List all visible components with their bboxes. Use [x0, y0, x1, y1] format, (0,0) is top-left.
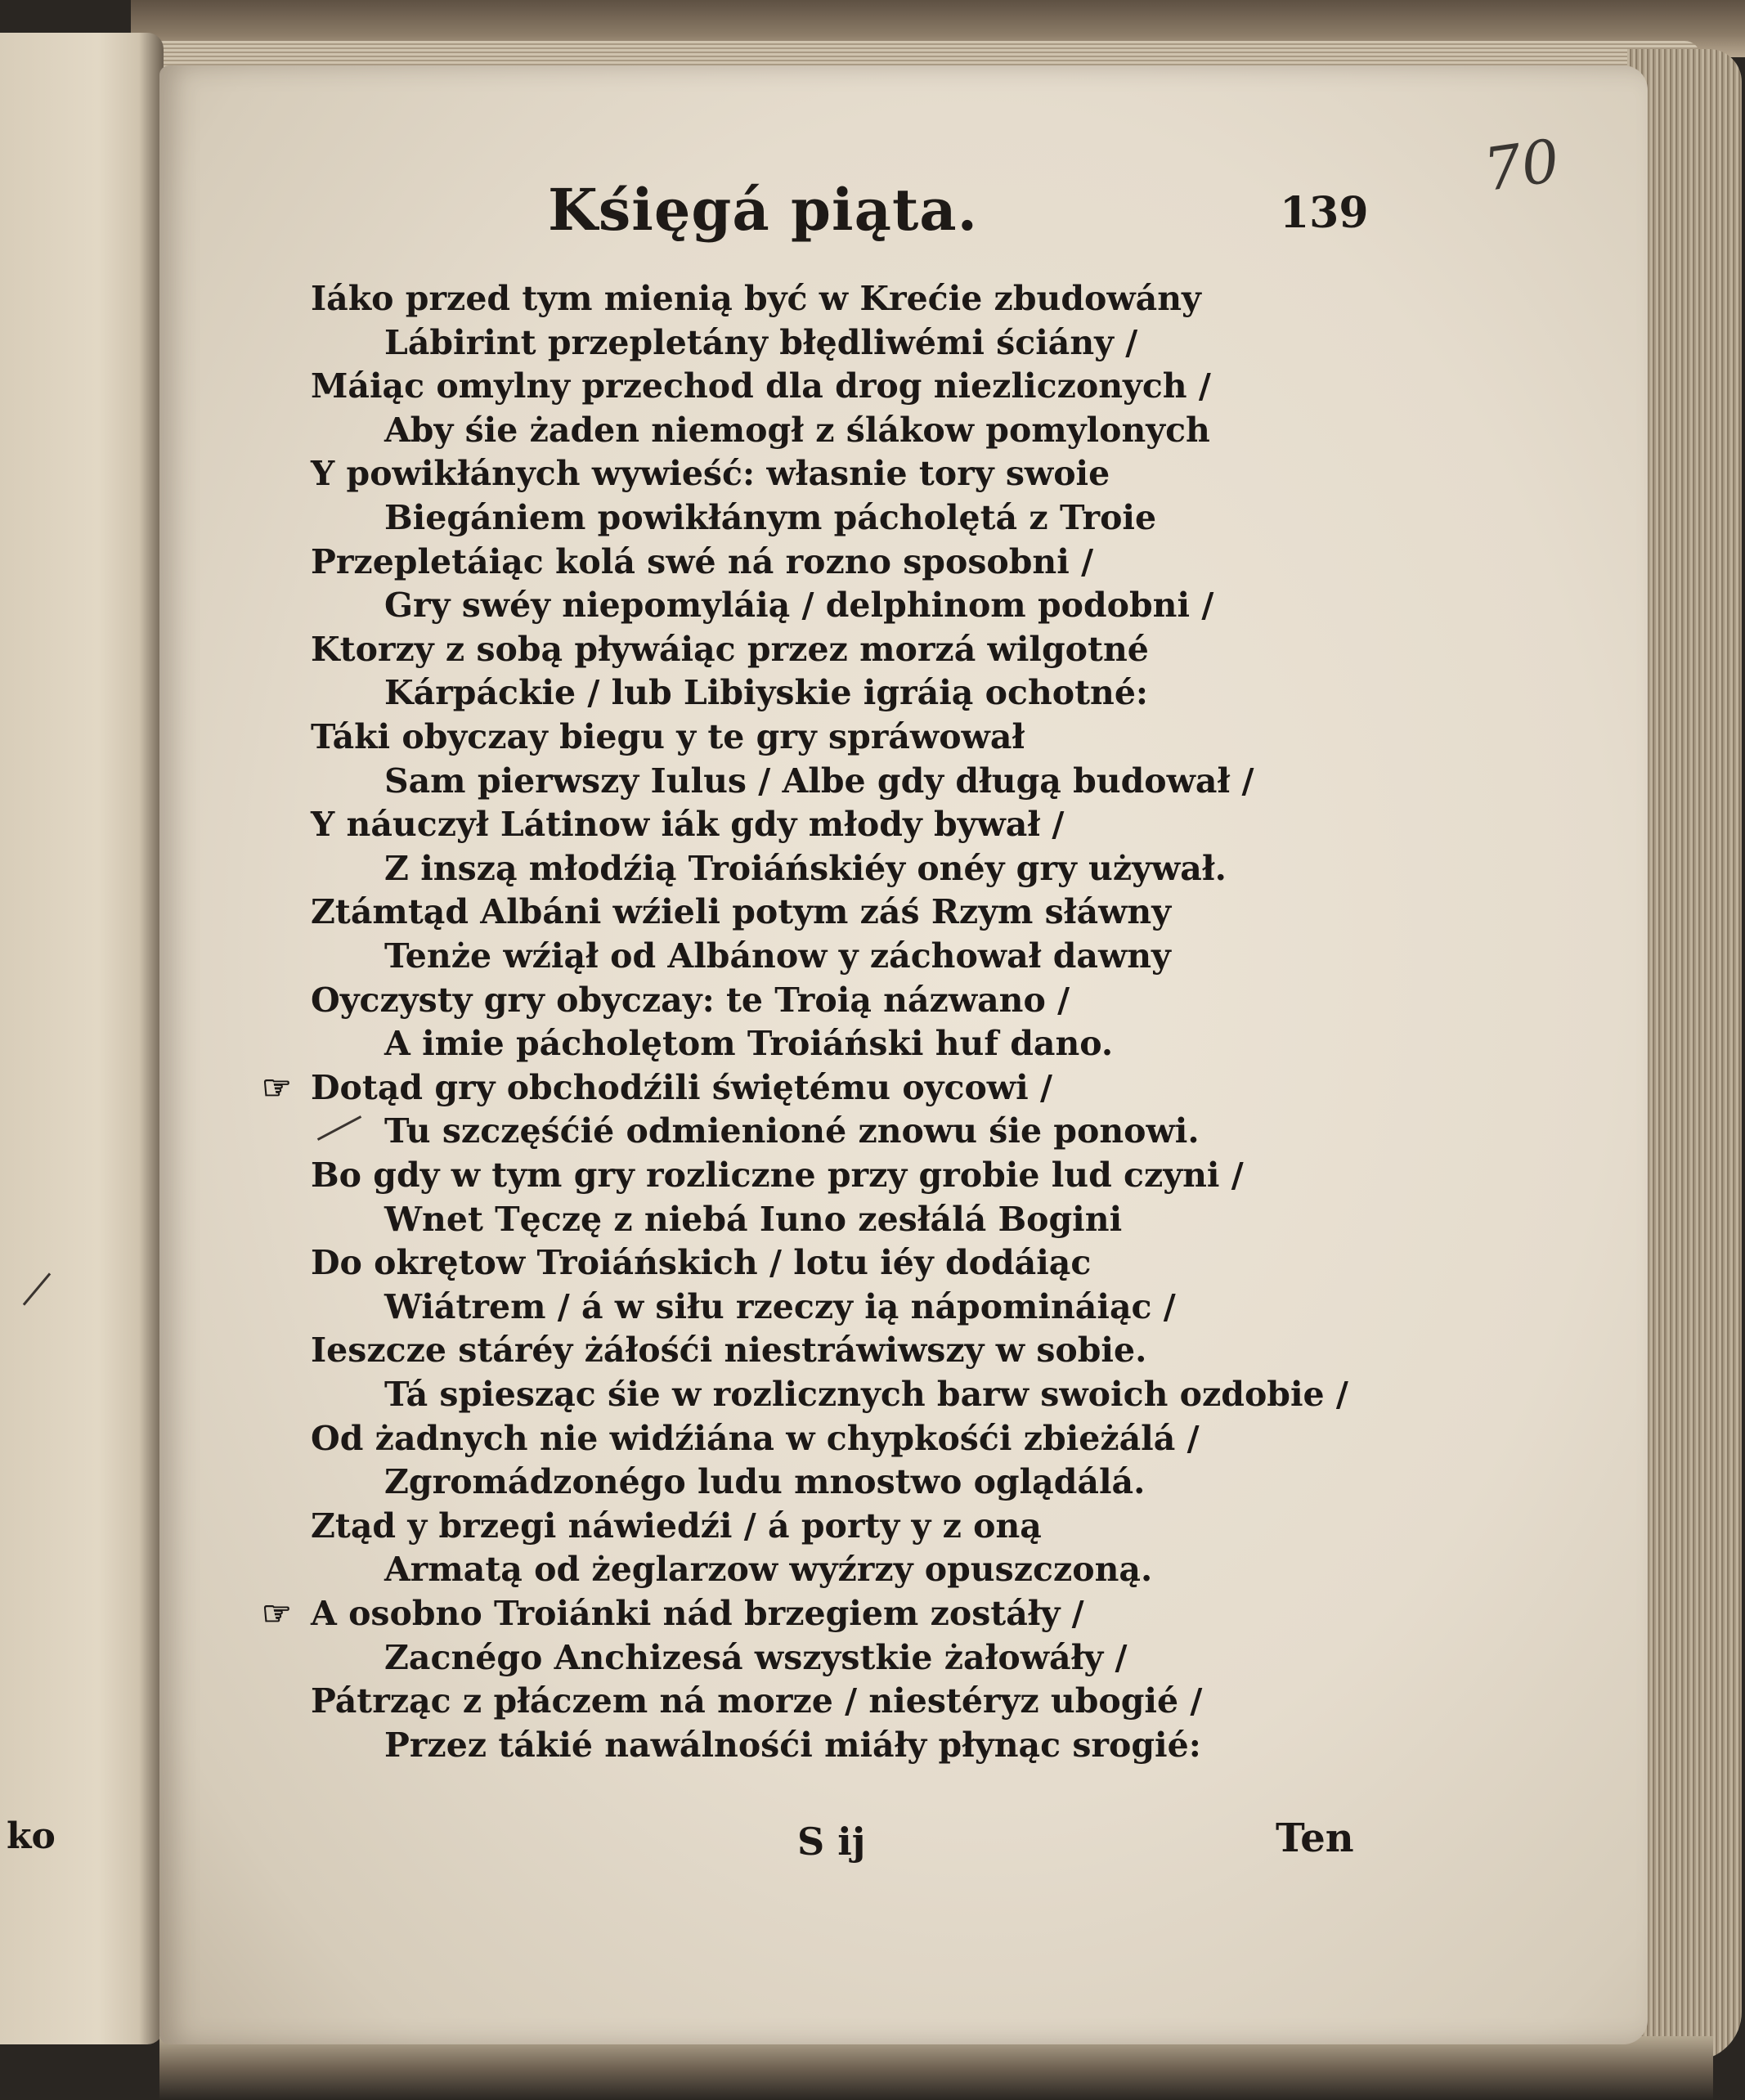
verse-line	[311, 1418, 1200, 1459]
verse-text: Biegániem powikłánym pácholętá z Troie	[384, 498, 1157, 537]
verse-text: Ktorzy z sobą pływáiąc przez morzá wilgotné	[311, 629, 1149, 669]
verse-line	[384, 1549, 1152, 1590]
verse-text: Kárpáckie / lub Libiyskie igráią ochotné:	[384, 673, 1149, 713]
verse-text: Tu szczęśćié odmienioné znowu śie ponowi.	[384, 1111, 1200, 1151]
verse-text: Tenże wźiął od Albánow y záchował dawny	[384, 936, 1171, 976]
verse-text: Zacnégo Anchizesá wszystkie żałowáły /	[384, 1637, 1128, 1677]
verse-line	[262, 1593, 1084, 1634]
verse-text: Od żadnych nie widźiána w chypkośći zbieżálá /	[311, 1418, 1200, 1458]
verse-line	[311, 366, 1211, 406]
verse-text: Aby śie żaden niemogł z ślákow pomylonych	[384, 410, 1210, 450]
verse-line	[384, 585, 1213, 626]
verse-text: A imie pácholętom Troiáński huf dano.	[384, 1024, 1114, 1064]
verse-text: Máiąc omylny przechod dla drog niezliczonych /	[311, 366, 1211, 406]
verse-text: Oyczysty gry obyczay: te Troią názwano /	[311, 980, 1070, 1020]
manicule-mark: ☞	[262, 1067, 292, 1107]
verse-line	[311, 804, 1064, 845]
verse-line	[311, 453, 1110, 494]
verse-text: Wiátrem / á w siłu rzeczy ią nápomináiąc /	[384, 1286, 1176, 1326]
verse-line	[311, 541, 1093, 582]
left-page-margin-text: ko	[7, 1815, 56, 1857]
verse-text: Dotąd gry obchodźili świętému oycowi /	[311, 1067, 1052, 1107]
verse-text: Bo gdy w tym gry rozliczne przy grobie lud czyni /	[311, 1155, 1244, 1195]
verse-text: Przez tákié nawálnośći miáły płynąc srogié:	[384, 1725, 1201, 1765]
verse-line	[311, 629, 1149, 670]
verse-line	[311, 980, 1070, 1021]
catchword: Ten	[1276, 1815, 1354, 1861]
verse-text: Iáko przed tym mienią być w Krećie zbudowány	[311, 279, 1201, 318]
verse-line	[384, 1637, 1127, 1678]
verse-line	[384, 1199, 1122, 1240]
verse-line	[384, 936, 1171, 976]
verse-text: Z inszą młodźią Troiáńskiéy onéy gry używał.	[384, 848, 1227, 888]
verse-text: Sam pierwszy Iulus / Albe gdy długą budował /	[384, 761, 1254, 801]
verse-line	[384, 1111, 1200, 1151]
handwritten-folio-number: 70	[1479, 126, 1564, 204]
verse-text: Lábirint przepletány błędliwémi ściány /	[384, 322, 1138, 362]
verse-line	[311, 1505, 1042, 1546]
verse-text: Wnet Tęczę z niebá Iuno zesłálá Bogini	[384, 1199, 1123, 1239]
verse-line	[311, 716, 1025, 757]
verse-text: Ztąd y brzegi náwiedźi / á porty y z oną	[311, 1505, 1042, 1546]
verse-text: Ieszcze stáréy żáłośći niestráwiwszy w sobie.	[311, 1330, 1147, 1371]
verse-line	[262, 1067, 1052, 1108]
verse-text: Armatą od żeglarzow wyźrzy opuszczoną.	[384, 1550, 1153, 1590]
verse-text: Y powikłánych wywieść: własnie tory swoie	[311, 454, 1110, 494]
verse-line	[384, 1286, 1176, 1327]
verse-text: Pátrząc z płáczem ná morze / niestéryz ubogié /	[311, 1681, 1203, 1721]
verse-text: Przepletáiąc kolá swé ná rozno sposobni /	[311, 541, 1094, 581]
verse-line	[384, 672, 1148, 713]
running-title: Kśięgá piąta.	[548, 176, 979, 244]
verse-text: Ztámtąd Albáni wźieli potym záś Rzym słáwny	[311, 892, 1172, 932]
verse-line	[384, 1461, 1145, 1502]
verse-text: Táki obyczay biegu y te gry spráwował	[311, 717, 1025, 756]
verse-line	[384, 410, 1210, 451]
verse-line	[384, 1023, 1113, 1064]
folio-number: 139	[1280, 188, 1369, 238]
verse-text: A osobno Troiánki nád brzegiem zostáły /	[311, 1594, 1084, 1633]
signature-mark: S ij	[797, 1820, 866, 1864]
verse-line	[384, 1374, 1348, 1415]
verse-line	[384, 497, 1156, 538]
verse-line	[311, 278, 1201, 319]
verse-text: Tá spiesząc śie w rozlicznych barw swoich ozdobie /	[384, 1375, 1348, 1414]
verse-line	[384, 848, 1227, 889]
verse-line	[384, 322, 1137, 363]
verse-line	[311, 891, 1171, 932]
manicule-mark: ☞	[262, 1594, 292, 1633]
verse-line	[311, 1680, 1202, 1721]
verse-line	[384, 1725, 1201, 1766]
verse-line	[384, 761, 1254, 801]
verse-text: Zgromádzonégo ludu mnostwo oglądálá.	[384, 1462, 1146, 1502]
verse-text: Gry swéy niepomyláią / delphinom podobni /	[384, 586, 1214, 626]
verse-line	[311, 1242, 1091, 1283]
verse-line	[311, 1155, 1244, 1196]
verse-line	[311, 1330, 1146, 1371]
verse-text: Do okrętow Troiáńskich / lotu iéy dodáiąc	[311, 1243, 1092, 1283]
verse-text: Y náuczył Látinow iák gdy młody bywał /	[311, 805, 1065, 845]
